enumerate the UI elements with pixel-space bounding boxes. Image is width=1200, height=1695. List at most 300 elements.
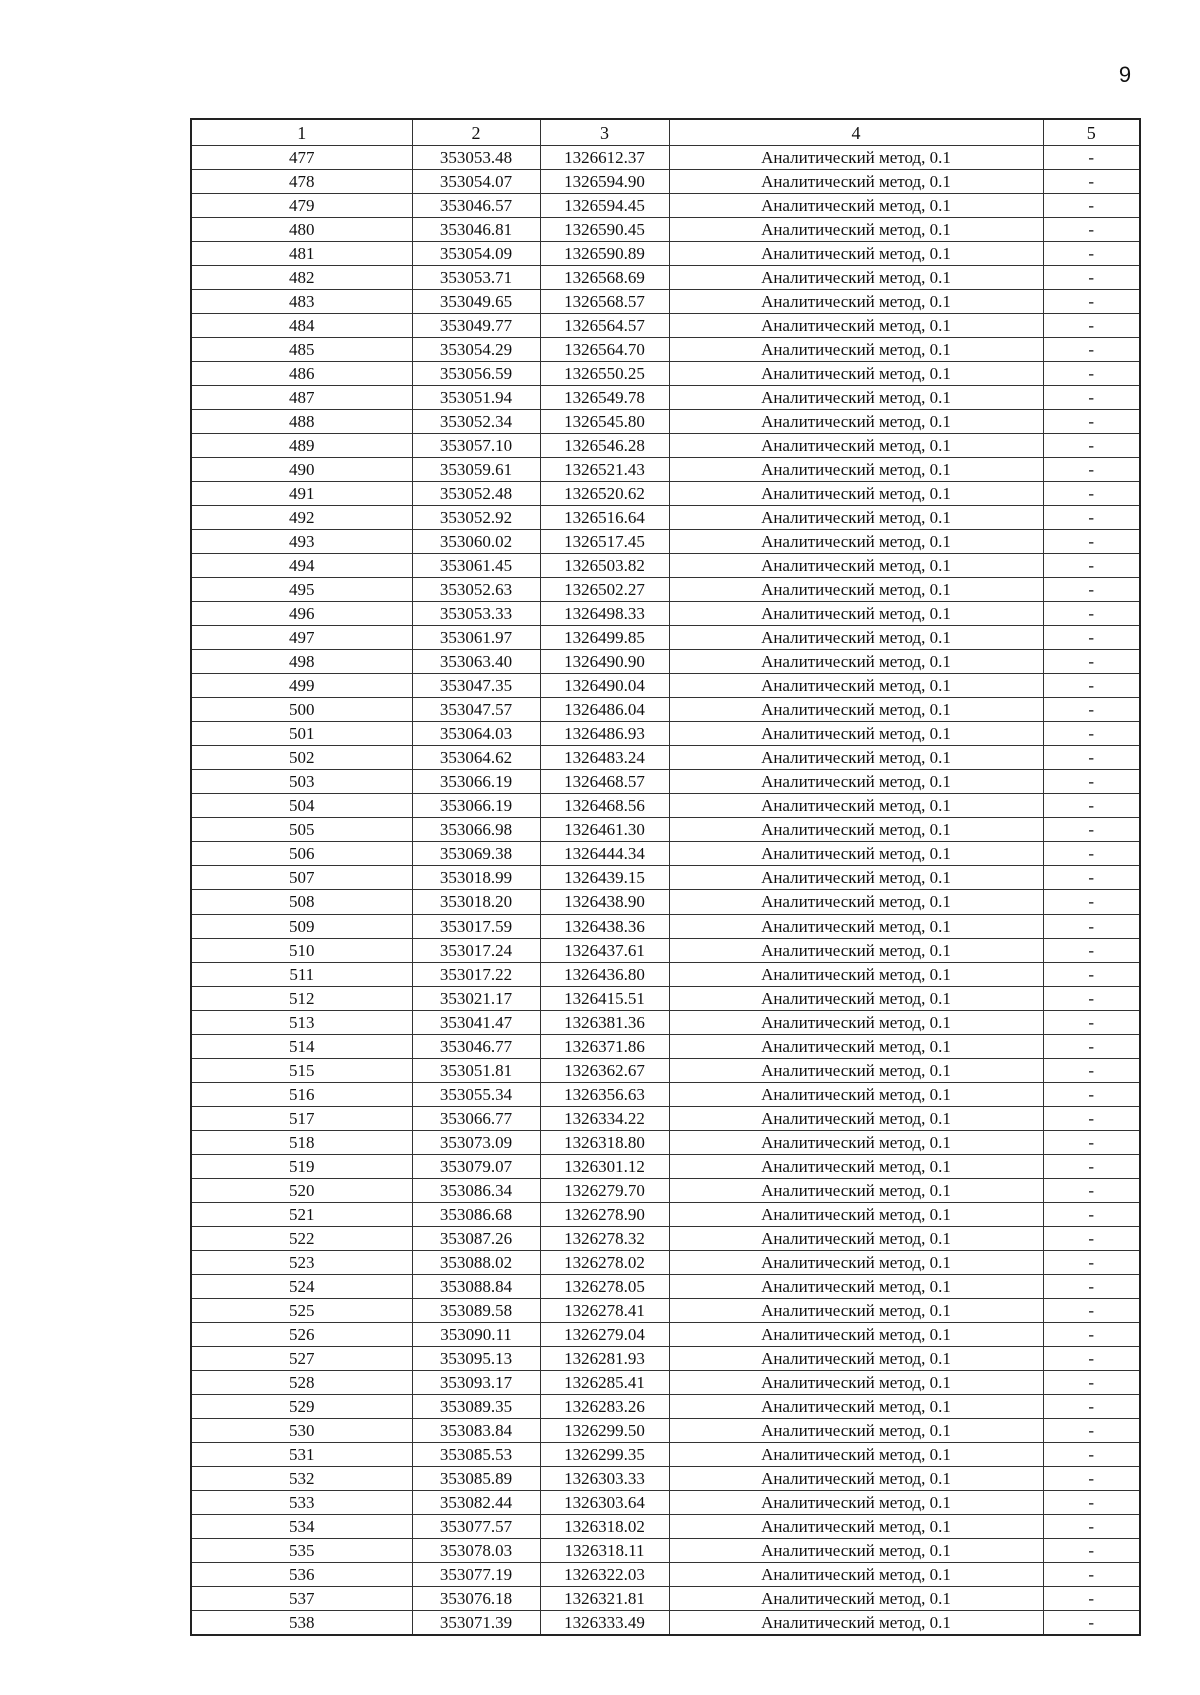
cell-x: 353063.40 xyxy=(412,650,540,674)
cell-point-number: 503 xyxy=(191,770,412,794)
cell-method: Аналитический метод, 0.1 xyxy=(669,1322,1043,1346)
table-row xyxy=(191,1538,1140,1562)
cell-y: 1326279.04 xyxy=(540,1322,669,1346)
cell-point-number: 522 xyxy=(191,1226,412,1250)
table-row xyxy=(191,1274,1140,1298)
table-row xyxy=(191,1082,1140,1106)
cell-description: - xyxy=(1043,314,1140,338)
cell-y: 1326612.37 xyxy=(540,146,669,170)
cell-description: - xyxy=(1043,1418,1140,1442)
cell-method: Аналитический метод, 0.1 xyxy=(669,794,1043,818)
table-row xyxy=(191,482,1140,506)
cell-method: Аналитический метод, 0.1 xyxy=(669,194,1043,218)
cell-y: 1326362.67 xyxy=(540,1058,669,1082)
cell-point-number: 521 xyxy=(191,1202,412,1226)
cell-method: Аналитический метод, 0.1 xyxy=(669,914,1043,938)
header-cell-description: 5 xyxy=(1043,119,1140,146)
cell-x: 353066.98 xyxy=(412,818,540,842)
cell-x: 353049.77 xyxy=(412,314,540,338)
cell-point-number: 508 xyxy=(191,890,412,914)
cell-x: 353064.03 xyxy=(412,722,540,746)
cell-x: 353066.19 xyxy=(412,770,540,794)
cell-description: - xyxy=(1043,722,1140,746)
cell-x: 353018.20 xyxy=(412,890,540,914)
cell-method: Аналитический метод, 0.1 xyxy=(669,482,1043,506)
cell-x: 353077.57 xyxy=(412,1514,540,1538)
cell-point-number: 528 xyxy=(191,1370,412,1394)
cell-y: 1326303.64 xyxy=(540,1490,669,1514)
cell-method: Аналитический метод, 0.1 xyxy=(669,602,1043,626)
cell-description: - xyxy=(1043,1010,1140,1034)
cell-x: 353071.39 xyxy=(412,1610,540,1635)
cell-description: - xyxy=(1043,1106,1140,1130)
cell-x: 353076.18 xyxy=(412,1586,540,1610)
cell-x: 353047.35 xyxy=(412,674,540,698)
cell-x: 353088.02 xyxy=(412,1250,540,1274)
cell-y: 1326436.80 xyxy=(540,962,669,986)
cell-y: 1326517.45 xyxy=(540,530,669,554)
cell-description: - xyxy=(1043,1226,1140,1250)
cell-description: - xyxy=(1043,554,1140,578)
cell-method: Аналитический метод, 0.1 xyxy=(669,1010,1043,1034)
cell-y: 1326483.24 xyxy=(540,746,669,770)
cell-method: Аналитический метод, 0.1 xyxy=(669,1034,1043,1058)
cell-description: - xyxy=(1043,242,1140,266)
cell-description: - xyxy=(1043,1274,1140,1298)
cell-description: - xyxy=(1043,338,1140,362)
cell-description: - xyxy=(1043,1394,1140,1418)
header-cell-point-number: 1 xyxy=(191,119,412,146)
cell-x: 353060.02 xyxy=(412,530,540,554)
cell-y: 1326521.43 xyxy=(540,458,669,482)
cell-description: - xyxy=(1043,842,1140,866)
cell-description: - xyxy=(1043,698,1140,722)
table-row xyxy=(191,1058,1140,1082)
cell-point-number: 489 xyxy=(191,434,412,458)
cell-description: - xyxy=(1043,1154,1140,1178)
table-row xyxy=(191,194,1140,218)
table-row xyxy=(191,338,1140,362)
cell-point-number: 531 xyxy=(191,1442,412,1466)
cell-description: - xyxy=(1043,1466,1140,1490)
cell-y: 1326461.30 xyxy=(540,818,669,842)
cell-x: 353021.17 xyxy=(412,986,540,1010)
cell-method: Аналитический метод, 0.1 xyxy=(669,1058,1043,1082)
cell-description: - xyxy=(1043,1562,1140,1586)
table-row xyxy=(191,1466,1140,1490)
cell-y: 1326468.57 xyxy=(540,770,669,794)
cell-x: 353053.71 xyxy=(412,266,540,290)
table-row xyxy=(191,650,1140,674)
cell-point-number: 504 xyxy=(191,794,412,818)
cell-description: - xyxy=(1043,1538,1140,1562)
cell-y: 1326299.35 xyxy=(540,1442,669,1466)
cell-point-number: 529 xyxy=(191,1394,412,1418)
cell-point-number: 520 xyxy=(191,1178,412,1202)
cell-description: - xyxy=(1043,458,1140,482)
cell-x: 353066.19 xyxy=(412,794,540,818)
table-row xyxy=(191,1418,1140,1442)
cell-x: 353066.77 xyxy=(412,1106,540,1130)
cell-x: 353053.33 xyxy=(412,602,540,626)
cell-x: 353055.34 xyxy=(412,1082,540,1106)
cell-method: Аналитический метод, 0.1 xyxy=(669,218,1043,242)
table-row xyxy=(191,1154,1140,1178)
cell-x: 353073.09 xyxy=(412,1130,540,1154)
cell-description: - xyxy=(1043,1034,1140,1058)
table-row xyxy=(191,410,1140,434)
cell-x: 353088.84 xyxy=(412,1274,540,1298)
cell-description: - xyxy=(1043,266,1140,290)
cell-point-number: 519 xyxy=(191,1154,412,1178)
cell-method: Аналитический метод, 0.1 xyxy=(669,1082,1043,1106)
cell-y: 1326278.41 xyxy=(540,1298,669,1322)
cell-description: - xyxy=(1043,170,1140,194)
table-row xyxy=(191,746,1140,770)
cell-method: Аналитический метод, 0.1 xyxy=(669,650,1043,674)
cell-method: Аналитический метод, 0.1 xyxy=(669,410,1043,434)
cell-point-number: 517 xyxy=(191,1106,412,1130)
cell-description: - xyxy=(1043,818,1140,842)
table-row xyxy=(191,1106,1140,1130)
cell-point-number: 484 xyxy=(191,314,412,338)
cell-method: Аналитический метод, 0.1 xyxy=(669,578,1043,602)
table-row xyxy=(191,938,1140,962)
cell-method: Аналитический метод, 0.1 xyxy=(669,1250,1043,1274)
cell-description: - xyxy=(1043,1442,1140,1466)
cell-x: 353051.81 xyxy=(412,1058,540,1082)
cell-y: 1326590.45 xyxy=(540,218,669,242)
cell-x: 353069.38 xyxy=(412,842,540,866)
table-row xyxy=(191,794,1140,818)
table-row xyxy=(191,146,1140,170)
cell-description: - xyxy=(1043,1250,1140,1274)
cell-method: Аналитический метод, 0.1 xyxy=(669,866,1043,890)
cell-y: 1326283.26 xyxy=(540,1394,669,1418)
cell-x: 353046.57 xyxy=(412,194,540,218)
cell-point-number: 480 xyxy=(191,218,412,242)
cell-description: - xyxy=(1043,1202,1140,1226)
cell-method: Аналитический метод, 0.1 xyxy=(669,1562,1043,1586)
cell-method: Аналитический метод, 0.1 xyxy=(669,818,1043,842)
cell-y: 1326545.80 xyxy=(540,410,669,434)
cell-point-number: 505 xyxy=(191,818,412,842)
table-body xyxy=(191,146,1140,1635)
table-row xyxy=(191,626,1140,650)
table-row xyxy=(191,1010,1140,1034)
cell-x: 353095.13 xyxy=(412,1346,540,1370)
table-row xyxy=(191,530,1140,554)
table-row xyxy=(191,962,1140,986)
cell-x: 353090.11 xyxy=(412,1322,540,1346)
cell-method: Аналитический метод, 0.1 xyxy=(669,314,1043,338)
cell-point-number: 483 xyxy=(191,290,412,314)
cell-point-number: 536 xyxy=(191,1562,412,1586)
table-row xyxy=(191,1586,1140,1610)
cell-description: - xyxy=(1043,1610,1140,1635)
cell-description: - xyxy=(1043,1514,1140,1538)
cell-y: 1326568.57 xyxy=(540,290,669,314)
cell-method: Аналитический метод, 0.1 xyxy=(669,674,1043,698)
cell-description: - xyxy=(1043,986,1140,1010)
cell-point-number: 493 xyxy=(191,530,412,554)
cell-x: 353052.63 xyxy=(412,578,540,602)
header-cell-y: 3 xyxy=(540,119,669,146)
cell-y: 1326371.86 xyxy=(540,1034,669,1058)
table-row xyxy=(191,506,1140,530)
cell-method: Аналитический метод, 0.1 xyxy=(669,746,1043,770)
cell-point-number: 512 xyxy=(191,986,412,1010)
cell-method: Аналитический метод, 0.1 xyxy=(669,1226,1043,1250)
cell-method: Аналитический метод, 0.1 xyxy=(669,242,1043,266)
cell-method: Аналитический метод, 0.1 xyxy=(669,842,1043,866)
cell-y: 1326486.93 xyxy=(540,722,669,746)
table-row xyxy=(191,1130,1140,1154)
cell-x: 353046.81 xyxy=(412,218,540,242)
cell-y: 1326285.41 xyxy=(540,1370,669,1394)
cell-x: 353077.19 xyxy=(412,1562,540,1586)
cell-x: 353049.65 xyxy=(412,290,540,314)
cell-x: 353089.58 xyxy=(412,1298,540,1322)
cell-description: - xyxy=(1043,794,1140,818)
cell-description: - xyxy=(1043,650,1140,674)
table-row xyxy=(191,1514,1140,1538)
table-row xyxy=(191,266,1140,290)
cell-point-number: 485 xyxy=(191,338,412,362)
cell-x: 353085.89 xyxy=(412,1466,540,1490)
cell-y: 1326437.61 xyxy=(540,938,669,962)
cell-point-number: 526 xyxy=(191,1322,412,1346)
cell-point-number: 499 xyxy=(191,674,412,698)
cell-method: Аналитический метод, 0.1 xyxy=(669,1538,1043,1562)
cell-y: 1326439.15 xyxy=(540,866,669,890)
cell-x: 353054.29 xyxy=(412,338,540,362)
cell-x: 353017.59 xyxy=(412,914,540,938)
cell-point-number: 510 xyxy=(191,938,412,962)
cell-description: - xyxy=(1043,578,1140,602)
table-row xyxy=(191,218,1140,242)
cell-x: 353061.45 xyxy=(412,554,540,578)
cell-description: - xyxy=(1043,1322,1140,1346)
cell-point-number: 515 xyxy=(191,1058,412,1082)
cell-y: 1326318.11 xyxy=(540,1538,669,1562)
cell-description: - xyxy=(1043,914,1140,938)
table-row xyxy=(191,554,1140,578)
cell-point-number: 481 xyxy=(191,242,412,266)
cell-description: - xyxy=(1043,362,1140,386)
cell-method: Аналитический метод, 0.1 xyxy=(669,1514,1043,1538)
cell-description: - xyxy=(1043,530,1140,554)
cell-description: - xyxy=(1043,482,1140,506)
cell-y: 1326301.12 xyxy=(540,1154,669,1178)
cell-point-number: 478 xyxy=(191,170,412,194)
cell-y: 1326490.04 xyxy=(540,674,669,698)
table-row xyxy=(191,386,1140,410)
cell-y: 1326278.90 xyxy=(540,1202,669,1226)
cell-y: 1326303.33 xyxy=(540,1466,669,1490)
cell-x: 353083.84 xyxy=(412,1418,540,1442)
cell-y: 1326281.93 xyxy=(540,1346,669,1370)
cell-y: 1326321.81 xyxy=(540,1586,669,1610)
cell-y: 1326503.82 xyxy=(540,554,669,578)
cell-description: - xyxy=(1043,1370,1140,1394)
cell-y: 1326299.50 xyxy=(540,1418,669,1442)
cell-x: 353046.77 xyxy=(412,1034,540,1058)
table-row xyxy=(191,914,1140,938)
cell-point-number: 501 xyxy=(191,722,412,746)
cell-x: 353079.07 xyxy=(412,1154,540,1178)
cell-y: 1326381.36 xyxy=(540,1010,669,1034)
cell-y: 1326333.49 xyxy=(540,1610,669,1635)
table-row xyxy=(191,1442,1140,1466)
cell-y: 1326278.32 xyxy=(540,1226,669,1250)
cell-x: 353017.24 xyxy=(412,938,540,962)
cell-x: 353089.35 xyxy=(412,1394,540,1418)
cell-point-number: 513 xyxy=(191,1010,412,1034)
cell-method: Аналитический метод, 0.1 xyxy=(669,890,1043,914)
cell-method: Аналитический метод, 0.1 xyxy=(669,362,1043,386)
cell-description: - xyxy=(1043,410,1140,434)
cell-point-number: 491 xyxy=(191,482,412,506)
table-row xyxy=(191,578,1140,602)
cell-point-number: 482 xyxy=(191,266,412,290)
cell-y: 1326278.05 xyxy=(540,1274,669,1298)
cell-method: Аналитический метод, 0.1 xyxy=(669,722,1043,746)
table-row xyxy=(191,866,1140,890)
table-row xyxy=(191,1610,1140,1635)
header-row xyxy=(191,119,1140,146)
cell-y: 1326438.36 xyxy=(540,914,669,938)
cell-x: 353059.61 xyxy=(412,458,540,482)
cell-point-number: 502 xyxy=(191,746,412,770)
cell-method: Аналитический метод, 0.1 xyxy=(669,146,1043,170)
cell-y: 1326318.80 xyxy=(540,1130,669,1154)
table-row xyxy=(191,1394,1140,1418)
cell-description: - xyxy=(1043,146,1140,170)
cell-point-number: 509 xyxy=(191,914,412,938)
table-row xyxy=(191,1346,1140,1370)
cell-y: 1326490.90 xyxy=(540,650,669,674)
table-row xyxy=(191,1370,1140,1394)
cell-method: Аналитический метод, 0.1 xyxy=(669,1202,1043,1226)
cell-point-number: 498 xyxy=(191,650,412,674)
coordinates-table xyxy=(190,118,1141,1636)
table-row xyxy=(191,602,1140,626)
cell-point-number: 524 xyxy=(191,1274,412,1298)
cell-description: - xyxy=(1043,770,1140,794)
cell-point-number: 477 xyxy=(191,146,412,170)
cell-description: - xyxy=(1043,386,1140,410)
cell-y: 1326520.62 xyxy=(540,482,669,506)
table-row xyxy=(191,1322,1140,1346)
cell-method: Аналитический метод, 0.1 xyxy=(669,1418,1043,1442)
cell-method: Аналитический метод, 0.1 xyxy=(669,1154,1043,1178)
cell-y: 1326594.90 xyxy=(540,170,669,194)
cell-description: - xyxy=(1043,194,1140,218)
cell-description: - xyxy=(1043,626,1140,650)
table-row xyxy=(191,1250,1140,1274)
cell-point-number: 494 xyxy=(191,554,412,578)
cell-method: Аналитический метод, 0.1 xyxy=(669,1274,1043,1298)
cell-description: - xyxy=(1043,890,1140,914)
cell-description: - xyxy=(1043,1058,1140,1082)
cell-description: - xyxy=(1043,866,1140,890)
table-row xyxy=(191,722,1140,746)
cell-y: 1326499.85 xyxy=(540,626,669,650)
cell-description: - xyxy=(1043,746,1140,770)
table-row xyxy=(191,890,1140,914)
cell-point-number: 496 xyxy=(191,602,412,626)
cell-y: 1326279.70 xyxy=(540,1178,669,1202)
cell-x: 353018.99 xyxy=(412,866,540,890)
cell-x: 353052.92 xyxy=(412,506,540,530)
page-number: 9 xyxy=(1118,62,1132,87)
cell-description: - xyxy=(1043,1586,1140,1610)
cell-x: 353078.03 xyxy=(412,1538,540,1562)
table-row xyxy=(191,698,1140,722)
cell-point-number: 495 xyxy=(191,578,412,602)
table-row xyxy=(191,1562,1140,1586)
cell-point-number: 527 xyxy=(191,1346,412,1370)
cell-method: Аналитический метод, 0.1 xyxy=(669,1586,1043,1610)
cell-point-number: 479 xyxy=(191,194,412,218)
cell-y: 1326468.56 xyxy=(540,794,669,818)
cell-method: Аналитический метод, 0.1 xyxy=(669,458,1043,482)
cell-y: 1326564.70 xyxy=(540,338,669,362)
table-row xyxy=(191,170,1140,194)
cell-point-number: 497 xyxy=(191,626,412,650)
cell-x: 353047.57 xyxy=(412,698,540,722)
cell-point-number: 487 xyxy=(191,386,412,410)
cell-y: 1326415.51 xyxy=(540,986,669,1010)
cell-method: Аналитический метод, 0.1 xyxy=(669,1298,1043,1322)
cell-description: - xyxy=(1043,1178,1140,1202)
cell-method: Аналитический метод, 0.1 xyxy=(669,962,1043,986)
cell-method: Аналитический метод, 0.1 xyxy=(669,1442,1043,1466)
table-row xyxy=(191,1034,1140,1058)
cell-y: 1326590.89 xyxy=(540,242,669,266)
cell-method: Аналитический метод, 0.1 xyxy=(669,1490,1043,1514)
table-row xyxy=(191,290,1140,314)
cell-x: 353041.47 xyxy=(412,1010,540,1034)
cell-point-number: 506 xyxy=(191,842,412,866)
cell-method: Аналитический метод, 0.1 xyxy=(669,986,1043,1010)
cell-point-number: 492 xyxy=(191,506,412,530)
table-row xyxy=(191,1490,1140,1514)
cell-y: 1326486.04 xyxy=(540,698,669,722)
cell-point-number: 532 xyxy=(191,1466,412,1490)
cell-method: Аналитический метод, 0.1 xyxy=(669,1394,1043,1418)
cell-point-number: 535 xyxy=(191,1538,412,1562)
cell-method: Аналитический метод, 0.1 xyxy=(669,338,1043,362)
cell-method: Аналитический метод, 0.1 xyxy=(669,938,1043,962)
cell-point-number: 500 xyxy=(191,698,412,722)
table-row xyxy=(191,818,1140,842)
cell-x: 353057.10 xyxy=(412,434,540,458)
cell-description: - xyxy=(1043,1490,1140,1514)
table-header xyxy=(191,119,1140,146)
table-row xyxy=(191,986,1140,1010)
cell-y: 1326549.78 xyxy=(540,386,669,410)
cell-y: 1326356.63 xyxy=(540,1082,669,1106)
cell-y: 1326564.57 xyxy=(540,314,669,338)
cell-x: 353053.48 xyxy=(412,146,540,170)
cell-method: Аналитический метод, 0.1 xyxy=(669,1178,1043,1202)
cell-method: Аналитический метод, 0.1 xyxy=(669,266,1043,290)
cell-method: Аналитический метод, 0.1 xyxy=(669,1106,1043,1130)
cell-description: - xyxy=(1043,506,1140,530)
cell-x: 353085.53 xyxy=(412,1442,540,1466)
